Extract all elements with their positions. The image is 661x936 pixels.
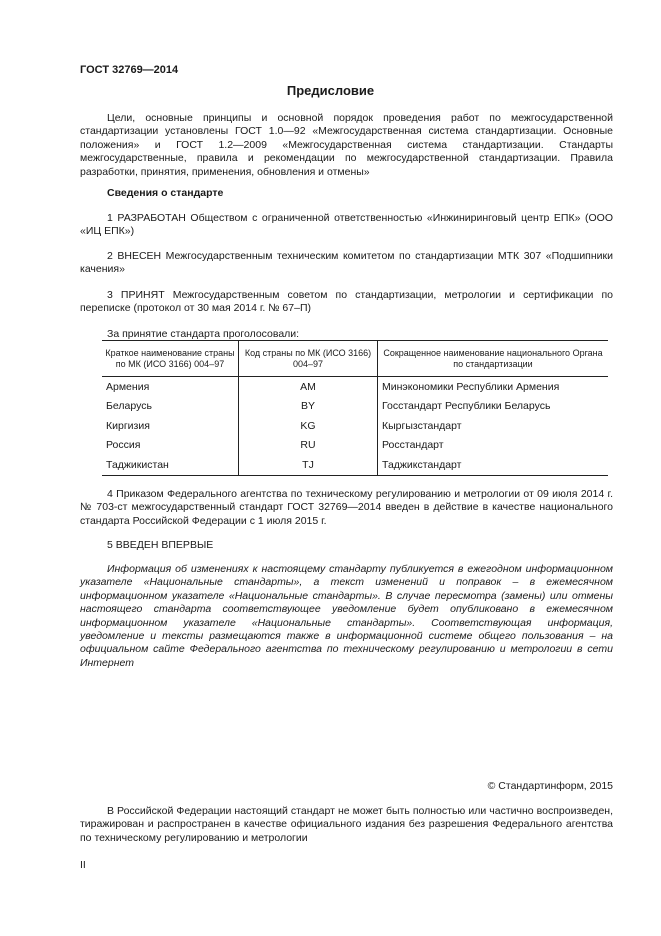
item-order-text: 4 Приказом Федерального агентства по техническому регулированию и метрологии от 09 июля 2014 г. № 703-ст межгосударственный стандарт ГОСТ 32769—2014 введен в действие в качестве национального стандарта Российской Федерации с 1 июля 2015 г.: [80, 488, 613, 527]
voting-table: [102, 340, 608, 476]
page-title: Предисловие: [286, 83, 375, 98]
table-caption: За принятие стандарта проголосовали:: [107, 328, 300, 340]
item-first-introduced-text: 5 ВВЕДЕН ВПЕРВЫЕ: [107, 539, 214, 551]
cell-organ: Росстандарт: [378, 436, 609, 456]
cell-country: Киргизия: [102, 416, 239, 436]
table-row: [102, 397, 608, 417]
cell-code: KG: [239, 416, 378, 436]
item-order: [80, 488, 613, 528]
copyright: © Стандартинформ, 2015: [487, 780, 613, 792]
cell-organ: Минэкономики Республики Армения: [378, 377, 609, 397]
cell-code: TJ: [239, 455, 378, 475]
table-row: [102, 436, 608, 456]
item-introduced: [80, 250, 613, 277]
table-header-row: [102, 341, 608, 377]
cell-country: Россия: [102, 436, 239, 456]
header-country-name: Краткое наименование страны по МК (ИСО 3166) 004–97: [102, 341, 239, 377]
changes-notice-text: Информация об изменениях к настоящему стандарту публикуется в ежегодном информационном указателе «Национальные стандарты», а текст изменений и поправок – в ежемесячном информационном указателе «Национальные стандарты». В случае пересмотра (замены) или отмены настоящего стандарта соответствующее уведомление будет опубликовано в ежемесячном информационном указателе «Национальные стандарты». Соответствующая информация, уведомление и тексты размещаются также в информационной системе общего пользования – на официальном сайте Федерального агентства по техническому регулированию и метрологии в сети Интернет: [80, 563, 613, 669]
cell-organ: Кыргызстандарт: [378, 416, 609, 436]
cell-code: RU: [239, 436, 378, 456]
section-heading-text: Сведения о стандарте: [107, 187, 224, 199]
cell-country: Армения: [102, 377, 239, 397]
item-first-introduced: [80, 539, 613, 552]
header-national-organ: Сокращенное наименование национального Органа по стандартизации: [378, 341, 609, 377]
item-adopted: [80, 289, 613, 316]
item-introduced-text: 2 ВНЕСЕН Межгосударственным техническим комитетом по стандартизации МТК 307 «Подшипники качения»: [80, 250, 613, 276]
cell-country: Беларусь: [102, 397, 239, 417]
page-number: II: [80, 859, 86, 871]
cell-country: Таджикистан: [102, 455, 239, 475]
legal-notice: [80, 805, 613, 845]
changes-notice: [80, 563, 613, 670]
cell-code: BY: [239, 397, 378, 417]
intro-paragraph: [80, 112, 613, 179]
cell-organ: Таджикстандарт: [378, 455, 609, 475]
table-row: [102, 377, 608, 397]
cell-code: AM: [239, 377, 378, 397]
item-developed-text: 1 РАЗРАБОТАН Обществом с ограниченной ответственностью «Инжиниринговый центр ЕПК» (ООО «ИЦ ЕПК»): [80, 212, 613, 238]
document-code: ГОСТ 32769—2014: [80, 64, 179, 76]
item-developed: [80, 212, 613, 239]
legal-notice-text: В Российской Федерации настоящий стандарт не может быть полностью или частично воспроизведен, тиражирован и распространен в качестве официального издания без разрешения Федерального агентства по техническому регулированию и метрологии: [80, 805, 613, 844]
item-adopted-text: 3 ПРИНЯТ Межгосударственным советом по стандартизации, метрологии и сертификации по переписке (протокол от 30 мая 2014 г. № 67–П): [80, 289, 613, 315]
section-heading: [80, 187, 613, 200]
header-country-code: Код страны по МК (ИСО 3166) 004–97: [239, 341, 378, 377]
table-row: [102, 416, 608, 436]
table-row: [102, 455, 608, 475]
cell-organ: Госстандарт Республики Беларусь: [378, 397, 609, 417]
intro-text: Цели, основные принципы и основной порядок проведения работ по межгосударственной стандартизации установлены ГОСТ 1.0—92 «Межгосударственная система стандартизации. Основные положения» и ГОСТ 1.2—2009 «Межгосударственная система стандартизации. Стандарты межгосударственные, правила и рекомендации по межгосударственной стандартизации. Правила разработки, принятия, применения, обновления и отмены»: [80, 112, 613, 178]
